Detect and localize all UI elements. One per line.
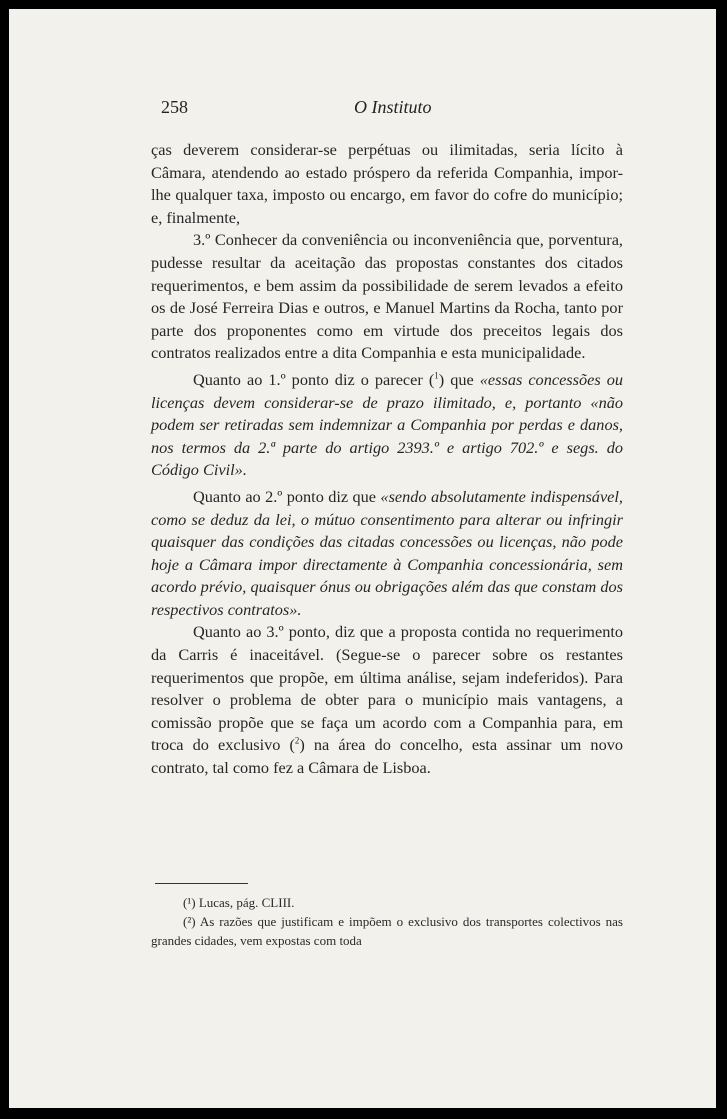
- footnote-2: [151, 912, 623, 950]
- paragraph-4-intro: Quanto ao 2.º ponto diz que: [193, 486, 381, 506]
- paragraph-4-quote: «sendo absolutamente indispensável, como se deduz da lei, o mútuo consentimento para alterar ou infringir quaisquer das condições das citadas concessões ou licenças, não pode hoje a Câmara impor directamente à Companhia concessionária, sem acordo prévio, quaisquer ónus ou obrigações além das que constam dos respectivos contratos».: [151, 486, 623, 619]
- paragraph-3-mid: ) que: [438, 369, 480, 389]
- body-text: [151, 139, 623, 780]
- paragraph-3-quote: «essas concessões ou licenças devem considerar-se de prazo ilimitado, e, portanto «não podem ser retiradas sem indemnizar a Companhia por perdas e danos, nos termos da 2.ª parte do artigo 2393.º e artigo 702.º e segs. do Código Civil».: [151, 369, 623, 480]
- page-header: [9, 97, 716, 121]
- paragraph-4: [151, 486, 623, 622]
- paragraph-5-b: ) na área do concelho, esta assinar um novo contrato, tal como fez a Câmara de Lisboa.: [151, 735, 623, 778]
- footnote-ref-1: 1: [434, 370, 439, 381]
- footnotes: [151, 893, 623, 950]
- paragraph-5-a: Quanto ao 3.º ponto, diz que a proposta contida no requerimento da Carris é inaceitável. (Segue-se o parecer sobre os restantes requerimentos que propõe, em última análise, sejam indeferidos). Para resolver o problema de obter para o município mais vantagens, a comissão propõe que se faça um acordo com a Companhia para, em troca do exclusivo (: [151, 622, 623, 755]
- running-title: O Instituto: [354, 97, 432, 117]
- paragraph-5: [151, 621, 623, 779]
- footnote-2-text: As razões que justificam e impõem o exclusivo dos transportes colectivos nas grandes cidades, vem expostas com toda: [151, 914, 623, 948]
- page-number: 258: [161, 97, 188, 117]
- footnote-1-mark: (¹): [183, 895, 196, 910]
- paragraph-1: ças deverem considerar-se perpétuas ou ilimitadas, seria lícito à Câmara, atendendo ao estado próspero da referida Companhia, impor-lhe qualquer taxa, imposto ou encargo, em favor do cofre do município; e, finalmente,: [151, 140, 623, 227]
- paragraph-3: [151, 369, 623, 482]
- footnote-1: [151, 893, 623, 912]
- book-page: [9, 9, 716, 1108]
- footnote-ref-2: 2: [294, 736, 300, 747]
- footnote-2-mark: (²): [183, 914, 196, 929]
- footnote-1-text: Lucas, pág. CLIII.: [198, 895, 295, 910]
- paragraph-2: 3.º Conhecer da conveniência ou inconveniência que, porventura, pudesse resultar da aceitação das propostas constantes dos citados requerimentos, e bem assim da possibilidade de serem levados a efeito os de José Ferreira Dias e outros, e Manuel Martins da Rocha, tanto por parte dos proponentes como em virtude dos preceitos legais dos contratos realizados entre a dita Companhia e esta municipalidade.: [151, 230, 623, 363]
- paragraph-3-intro: Quanto ao 1.º ponto diz o parecer (: [193, 369, 435, 389]
- footnote-divider: [155, 883, 248, 884]
